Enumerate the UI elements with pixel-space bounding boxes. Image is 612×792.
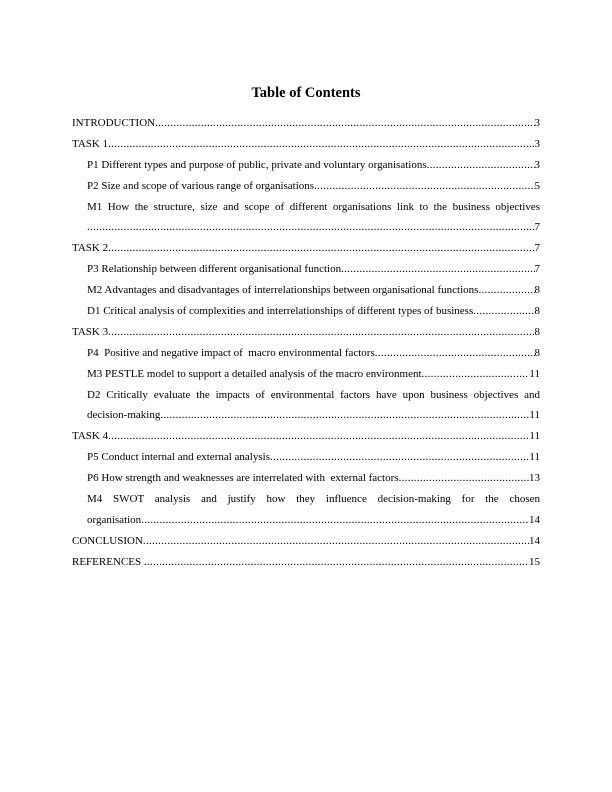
toc-leader xyxy=(155,113,534,134)
toc-page-number: 8 xyxy=(534,284,540,297)
toc-entry-text: INTRODUCTION xyxy=(72,117,156,129)
toc-entry-d1[interactable] xyxy=(72,301,540,322)
toc-entry-text: P5 Conduct internal and external analysis xyxy=(87,451,270,464)
toc-entry-text: TASK 2 xyxy=(72,242,109,255)
toc-entry-text-continued: decision-making xyxy=(87,409,161,422)
toc-page-number: 11 xyxy=(529,430,540,443)
toc-entry-m1[interactable] xyxy=(72,197,540,239)
toc-leader xyxy=(108,322,534,343)
toc-leader xyxy=(399,468,529,489)
toc-leader xyxy=(108,238,534,259)
toc-entry-conclusion[interactable] xyxy=(72,531,540,552)
toc-leader xyxy=(141,510,529,531)
toc-page-number: 11 xyxy=(529,451,540,464)
toc-leader xyxy=(160,405,529,426)
toc-entry-text: P2 Size and scope of various range of organisations xyxy=(87,179,315,192)
toc-entry-m4[interactable] xyxy=(72,489,540,531)
toc-entry-introduction[interactable] xyxy=(72,113,540,134)
toc-entry-task-3[interactable] xyxy=(72,322,540,343)
toc-entry-task-1[interactable] xyxy=(72,134,540,155)
toc-leader xyxy=(375,343,535,364)
toc-entry-task-2[interactable] xyxy=(72,238,540,259)
toc-page-number: 7 xyxy=(534,263,540,276)
toc-leader xyxy=(108,426,529,447)
toc-leader xyxy=(144,552,529,573)
toc-entry-text: P3 Relationship between different organisational function xyxy=(87,263,342,276)
toc-entry-p2[interactable] xyxy=(72,176,540,197)
toc-page-number: 3 xyxy=(534,158,540,171)
toc-page-number: 5 xyxy=(534,179,540,192)
toc-entry-text: TASK 3 xyxy=(72,325,109,338)
toc-page-number: 3 xyxy=(534,117,540,129)
toc-entry-text: M3 PESTLE model to support a detailed analysis of the macro environment xyxy=(87,367,422,380)
toc-page-number: 8 xyxy=(534,346,540,359)
toc-entry-text: TASK 1 xyxy=(72,137,109,150)
toc-page-number: 7 xyxy=(534,221,540,234)
toc-entry-text: D2 Critically evaluate the impacts of environmental factors have upon business objectives and xyxy=(87,388,540,401)
table-of-contents xyxy=(72,113,540,573)
toc-entry-p3[interactable] xyxy=(72,259,540,280)
toc-leader xyxy=(143,531,529,552)
toc-entry-task-4[interactable] xyxy=(72,426,540,447)
toc-entry-text: CONCLUSION xyxy=(72,534,143,547)
toc-entry-text: P6 How strength and weaknesses are interrelated with external factors xyxy=(87,472,399,485)
toc-entry-p4[interactable] xyxy=(72,343,540,364)
toc-entry-p6[interactable] xyxy=(72,468,540,489)
toc-page-number: 7 xyxy=(534,242,540,255)
toc-leader xyxy=(478,280,534,301)
toc-entry-text: M4 SWOT analysis and justify how they influence decision-making for the chosen xyxy=(87,493,540,506)
toc-page-number: 15 xyxy=(529,555,540,568)
toc-title: Table of Contents xyxy=(251,85,361,101)
toc-entry-text: D1 Critical analysis of complexities and interrelationships of different types of business xyxy=(87,305,474,318)
toc-entry-text: M2 Advantages and disadvantages of interrelationships between organisational functions xyxy=(87,284,479,297)
toc-entry-text: REFERENCES xyxy=(72,555,144,568)
toc-entry-references[interactable] xyxy=(72,552,540,573)
toc-page-number: 11 xyxy=(529,409,540,422)
toc-leader xyxy=(341,259,534,280)
toc-leader xyxy=(108,134,534,155)
toc-page-number: 13 xyxy=(529,472,540,485)
toc-leader xyxy=(422,364,530,385)
toc-entry-m3[interactable] xyxy=(72,364,540,385)
toc-entry-text-continued: organisation xyxy=(87,513,142,526)
toc-entry-text: P4 Positive and negative impact of macro environmental factors xyxy=(87,346,375,359)
toc-entry-p5[interactable] xyxy=(72,447,540,468)
toc-entry-d2[interactable] xyxy=(72,385,540,427)
toc-entry-text: TASK 4 xyxy=(72,430,109,443)
toc-entry-m2[interactable] xyxy=(72,280,540,301)
toc-page-number: 3 xyxy=(534,137,540,150)
toc-leader xyxy=(473,301,534,322)
toc-leader xyxy=(87,217,535,238)
toc-leader xyxy=(314,176,534,197)
toc-page-number: 14 xyxy=(529,534,540,547)
toc-page-number: 8 xyxy=(534,325,540,338)
toc-leader xyxy=(270,447,529,468)
toc-leader xyxy=(427,155,535,176)
toc-page-number: 11 xyxy=(529,367,540,380)
toc-entry-text: M1 How the structure, size and scope of different organisations link to the business objectives xyxy=(87,200,540,213)
toc-entry-text: P1 Different types and purpose of public, private and voluntary organisations xyxy=(87,158,427,171)
toc-entry-p1[interactable] xyxy=(72,155,540,176)
toc-page-number: 14 xyxy=(529,513,540,526)
toc-page-number: 8 xyxy=(534,305,540,318)
